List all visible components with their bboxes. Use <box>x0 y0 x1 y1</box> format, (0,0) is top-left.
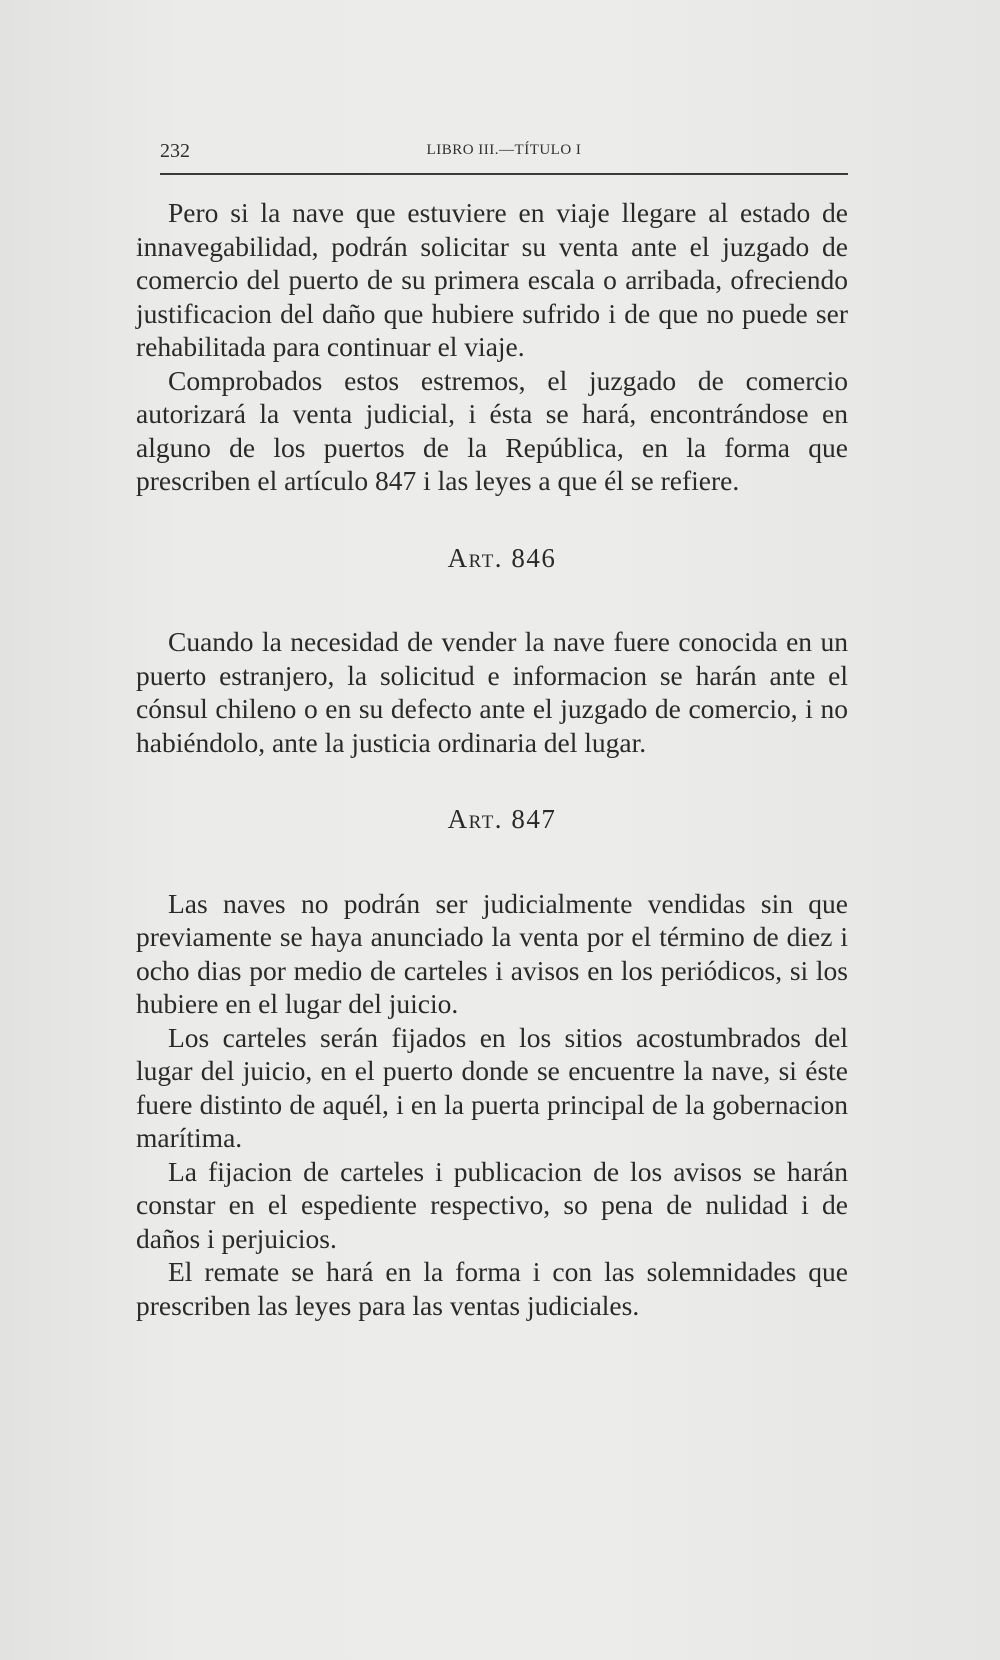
article-label: Art. <box>447 542 504 573</box>
article-number: 846 <box>511 542 557 573</box>
running-head: LIBRO III.—TÍTULO I <box>426 142 582 158</box>
paragraph: Pero si la nave que estuviere en viaje llegare al estado de innavegabilidad, podrán solicitar su venta ante el juzgado de comercio del puerto de su primera escala o arribada, ofreciendo justificacion del daño que hubiere sufrido i de que no puede ser rehabilitada para continuar el viaje. <box>136 197 848 362</box>
article-heading-847 <box>136 803 848 837</box>
page-number: 232 <box>160 140 190 162</box>
paragraph: Las naves no podrán ser judicialmente vendidas sin que previamente se haya anunciado la venta por el término de diez i ocho dias por medio de carteles i avisos en los periódicos, si los hubiere en el lugar del juicio. <box>136 887 848 1019</box>
header-rule <box>160 173 848 175</box>
paragraph: Cuando la necesidad de vender la nave fuere conocida en un puerto estranjero, la solicitud e informacion se harán ante el cónsul chileno o en su defecto ante el juzgado de comercio, i no habiéndolo, ante la justicia ordinaria del lugar. <box>136 626 848 758</box>
page-body <box>136 196 848 1322</box>
page-header <box>160 140 848 174</box>
paragraph: La fijacion de carteles i publicacion de los avisos se harán constar en el espediente respectivo, so pena de nulidad i de daños i perjuicios. <box>136 1155 848 1254</box>
article-heading-846 <box>136 542 848 576</box>
article-label: Art. <box>447 804 504 834</box>
paragraph: Comprobados estos estremos, el juzgado de comercio autorizará la venta judicial, i ésta se hará, encontrándose en alguno de los puertos de la República, en la forma que prescriben el artículo 847 i las leyes a que él se refiere. <box>136 364 848 496</box>
paragraph: El remate se hará en la forma i con las solemnidades que prescriben las leyes para las ventas judiciales. <box>136 1256 848 1321</box>
article-number: 847 <box>511 804 557 834</box>
paragraph: Los carteles serán fijados en los sitios acostumbrados del lugar del juicio, en el puerto donde se encuentre la nave, si éste fuere distinto de aquél, i en la puerta principal de la gobernacion marítima. <box>136 1021 848 1153</box>
